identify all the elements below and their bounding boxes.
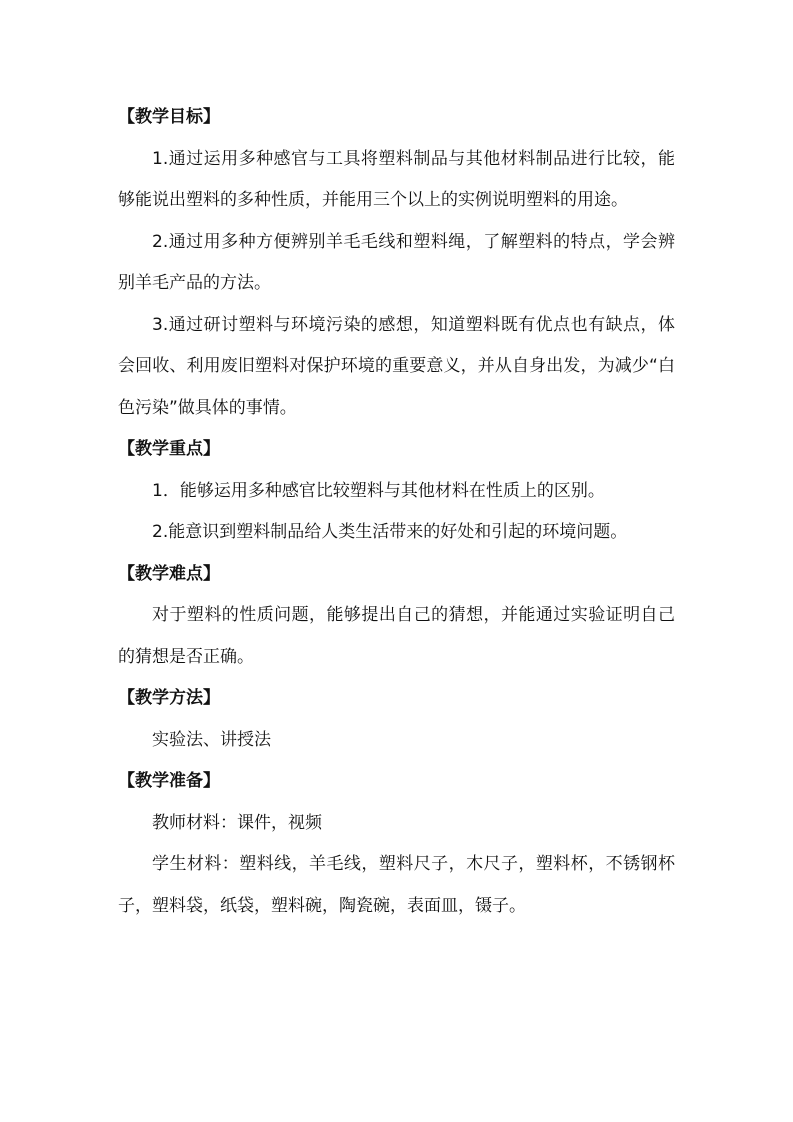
section-teaching-difficulties xyxy=(118,554,675,679)
section-heading: 【教学准备】 xyxy=(118,771,220,791)
key-point-paragraph-2: 2.能意识到塑料制品给人类生活带来的好处和引起的环境问题。 xyxy=(152,522,628,542)
method-paragraph-1: 实验法、讲授法 xyxy=(152,729,271,750)
section-heading: 【教学难点】 xyxy=(118,563,220,584)
section-teaching-preparation xyxy=(118,761,675,927)
section-teaching-methods xyxy=(118,678,675,761)
key-point-paragraph-1: 1．能够运用多种感官比较塑料与其他材料在性质上的区别。 xyxy=(152,480,605,501)
objective-paragraph-1: 1.通过运用多种感官与工具将塑料制品与其他材料制品进行比较，能够能说出塑料的多种性质，并能用三个以上的实例说明塑料的用途。 xyxy=(118,148,675,210)
preparation-paragraph-1: 教师材料：课件，视频 xyxy=(152,812,322,833)
objective-paragraph-3: 3.通过研讨塑料与环境污染的感想，知道塑料既有优点也有缺点，体会回收、利用废旧塑料对保护环境的重要意义，并从自身出发，为减少“白色污染”做具体的事情。 xyxy=(118,314,675,418)
section-heading: 【教学方法】 xyxy=(118,688,220,708)
preparation-paragraph-2: 学生材料：塑料线，羊毛线，塑料尺子，木尺子，塑料杯，不锈钢杯子，塑料袋，纸袋，塑料碗，陶瓷碗，表面皿，镊子。 xyxy=(118,854,675,916)
difficulty-paragraph-1: 对于塑料的性质问题，能够提出自己的猜想，并能通过实验证明自己的猜想是否正确。 xyxy=(118,605,675,667)
section-teaching-objectives xyxy=(118,97,675,429)
section-heading: 【教学重点】 xyxy=(118,439,220,459)
objective-paragraph-2: 2.通过用多种方便辨别羊毛毛线和塑料绳，了解塑料的特点，学会辨别羊毛产品的方法。 xyxy=(118,231,675,293)
section-teaching-key-points xyxy=(118,429,675,554)
section-heading: 【教学目标】 xyxy=(118,107,220,127)
document-body xyxy=(118,97,675,927)
